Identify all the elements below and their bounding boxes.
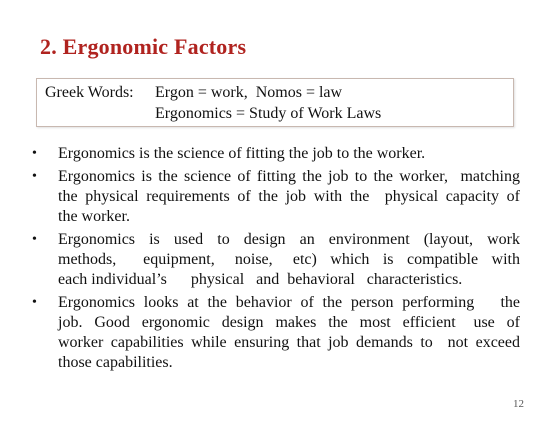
bullet-line: those capabilities.: [58, 354, 173, 371]
bullet-item: [30, 293, 520, 373]
bullet-icon: •: [32, 295, 37, 310]
bullet-icon: •: [32, 146, 37, 161]
bullet-line: Ergonomics looks at the behavior of the person performing the: [58, 294, 520, 311]
bullet-item: [30, 167, 520, 227]
greek-words-box: [36, 78, 514, 127]
bullet-text: [58, 230, 520, 290]
bullet-line: each individual’s physical and behavioral characteristics.: [58, 271, 463, 288]
bullet-icon: •: [32, 169, 37, 184]
bullet-text: [58, 144, 520, 164]
greek-words-label: Greek Words:: [45, 84, 134, 101]
greek-words-line-1: Ergon = work, Nomos = law: [155, 84, 343, 101]
bullet-line: the physical requirements of the job with the physical capacity of: [58, 188, 520, 205]
bullet-line: the worker.: [58, 208, 130, 225]
page-number: 12: [513, 398, 524, 410]
bullet-item: [30, 144, 520, 164]
bullet-text: [58, 293, 520, 373]
bullet-text: [58, 167, 520, 227]
bullet-icon: •: [32, 232, 37, 247]
bullet-line: Ergonomics is used to design an environment (layout, work: [58, 231, 520, 248]
bullet-list: [30, 144, 520, 376]
bullet-line: Ergonomics is the science of fitting the job to the worker, matching: [58, 168, 520, 185]
bullet-line: Ergonomics is the science of fitting the job to the worker.: [58, 145, 426, 162]
greek-words-line-2: Ergonomics = Study of Work Laws: [155, 105, 382, 122]
bullet-line: worker capabilities while ensuring that job demands to not exceed: [58, 334, 520, 351]
bullet-line: job. Good ergonomic design makes the most efficient use of: [58, 314, 520, 331]
bullet-line: methods, equipment, noise, etc) which is compatible with: [58, 251, 520, 268]
slide-title: 2. Ergonomic Factors: [40, 34, 247, 59]
bullet-item: [30, 230, 520, 290]
